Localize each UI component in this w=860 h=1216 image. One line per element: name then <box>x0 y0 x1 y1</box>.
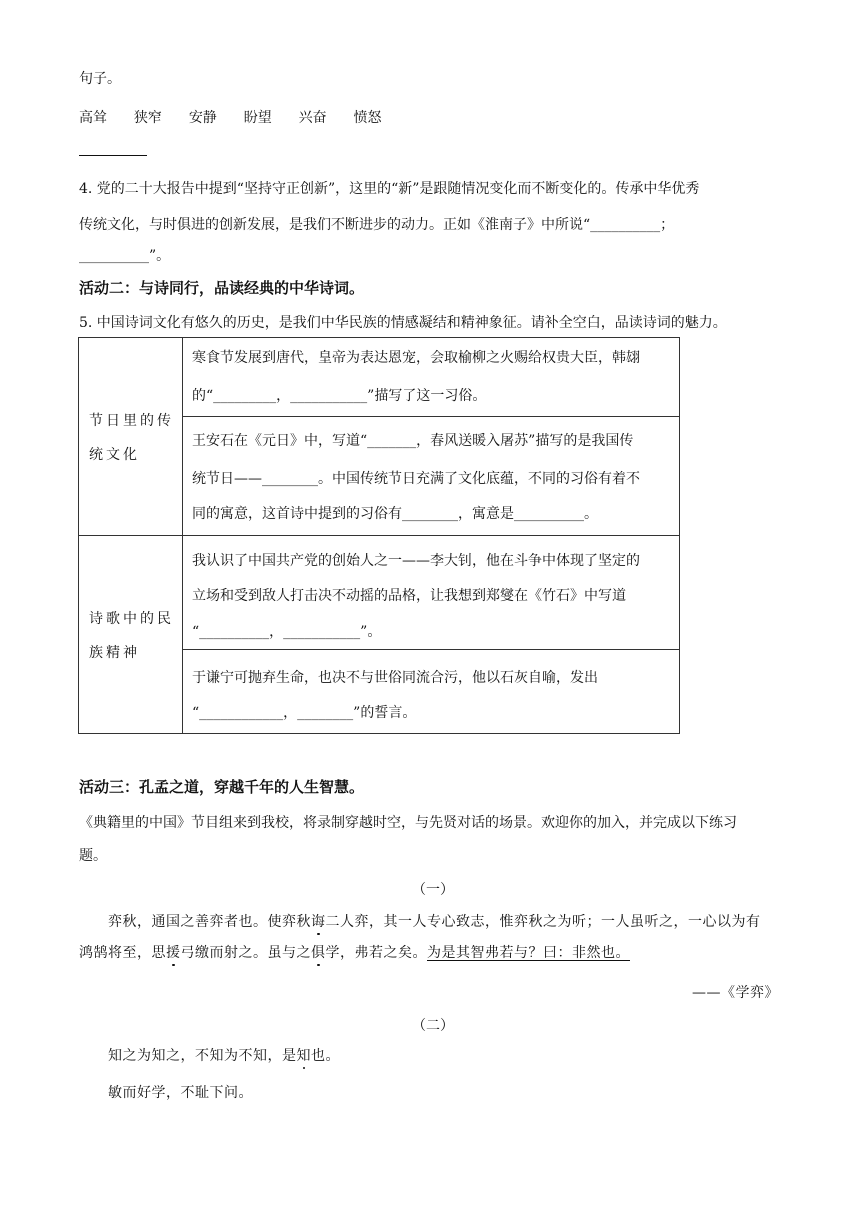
activity-3-intro-line-2: 题。 <box>79 848 107 864</box>
category-festival-culture <box>89 410 174 464</box>
passage-2-line-2: 敏而好学，不耻下问。 <box>108 1085 253 1101</box>
question-4-line-1: 4. 党的二十大报告中提到“坚持守正创新”，这里的“新”是跟随情况变化而不断变化的。传承中华优秀 <box>79 181 700 197</box>
emphasized-char: 俱 <box>311 945 326 961</box>
emphasized-char: 援 <box>166 945 181 961</box>
activity-2-title: 活动二：与诗同行，品读经典的中华诗词。 <box>79 279 365 297</box>
question-4-line-3: __________”。 <box>79 248 171 264</box>
category-label: 族精神 <box>89 645 140 661</box>
passage-1-line-2 <box>79 942 630 962</box>
sentence-fragment: 句子。 <box>79 71 121 87</box>
category-label: 诗歌中的民 <box>89 611 174 627</box>
category-label: 统文化 <box>89 447 140 463</box>
passage-text: 知之为知之，不知为不知，是 <box>108 1048 297 1064</box>
question-5-intro: 5. 中国诗词文化有悠久的历史，是我们中华民族的情感凝结和精神象征。请补全空白，品读诗词的魅力。 <box>79 315 727 331</box>
table-cell-text: 同的寓意，这首诗中提到的习俗有________，寓意是__________。 <box>192 506 598 522</box>
word-item: 盼望 <box>243 110 272 126</box>
table-cell-text: 王安石在《元日》中，写道“_______，春风送暖入屠苏”描写的是我国传 <box>192 433 634 449</box>
passage-2-line-1 <box>108 1045 340 1065</box>
table-cell-text: 寒食节发展到唐代，皇帝为表达恩宠，会取榆柳之火赐给权贵大臣，韩翃 <box>192 350 640 366</box>
category-label: 节日里的传 <box>89 413 174 429</box>
passage-text: 学，弗若之矣。 <box>325 945 427 961</box>
passage-text: 弈秋，通国之善弈者也。使弈秋 <box>108 914 311 930</box>
word-list <box>79 107 382 127</box>
underlined-sentence: 为是其智弗若与？曰：非然也。 <box>427 945 630 961</box>
passage-text: 鸿鹄将至，思 <box>79 945 166 961</box>
passage-text: 二人弈，其一人专心致志，惟弈秋之为听；一人虽听之，一心以为有 <box>325 914 761 930</box>
table-divider <box>182 649 679 650</box>
section-1-heading: （一） <box>412 882 454 898</box>
passage-1-source: ——《学弈》 <box>692 985 779 1001</box>
question-4-line-2: 传统文化，与时俱进的创新发展，是我们不断进步的动力。正如《淮南子》中所说“__________； <box>79 217 675 233</box>
table-cell-text: 于谦宁可抛弃生命，也决不与世俗同流合污，他以石灰自喻，发出 <box>192 670 598 686</box>
activity-3-title: 活动三：孔孟之道，穿越千年的人生智慧。 <box>79 778 365 796</box>
table-cell-text: “____________，________”的誓言。 <box>192 705 417 721</box>
table-divider <box>79 535 679 536</box>
word-item: 愤怒 <box>353 110 382 126</box>
passage-1-line-1 <box>108 911 761 931</box>
emphasized-char: 诲 <box>311 914 326 930</box>
activity-3-intro-line-1: 《典籍里的中国》节目组来到我校，将录制穿越时空，与先贤对话的场景。欢迎你的加入，并完成以下练习 <box>79 815 737 831</box>
poetry-table <box>78 337 680 734</box>
answer-blank[interactable] <box>79 155 147 156</box>
emphasized-char: 知 <box>296 1048 311 1064</box>
table-cell-text: “__________，___________”。 <box>192 624 382 640</box>
section-2-heading: （二） <box>412 1018 454 1034</box>
table-cell-text: 立场和受到敌人打击决不动摇的品格，让我想到郑燮在《竹石》中写道 <box>192 588 626 604</box>
passage-text: 也。 <box>311 1048 340 1064</box>
word-item: 兴奋 <box>298 110 327 126</box>
word-item: 狭窄 <box>133 110 162 126</box>
category-national-spirit <box>89 608 174 662</box>
word-item: 安静 <box>188 110 217 126</box>
table-cell-text: 的“_________，___________”描写了这一习俗。 <box>192 388 487 404</box>
passage-text: 弓缴而射之。虽与之 <box>180 945 311 961</box>
word-item: 高耸 <box>79 110 107 126</box>
table-divider <box>182 416 679 417</box>
table-cell-text: 统节日——________。中国传统节日充满了文化底蕴，不同的习俗有着不 <box>192 471 640 487</box>
table-cell-text: 我认识了中国共产党的创始人之一——李大钊，他在斗争中体现了坚定的 <box>192 553 640 569</box>
